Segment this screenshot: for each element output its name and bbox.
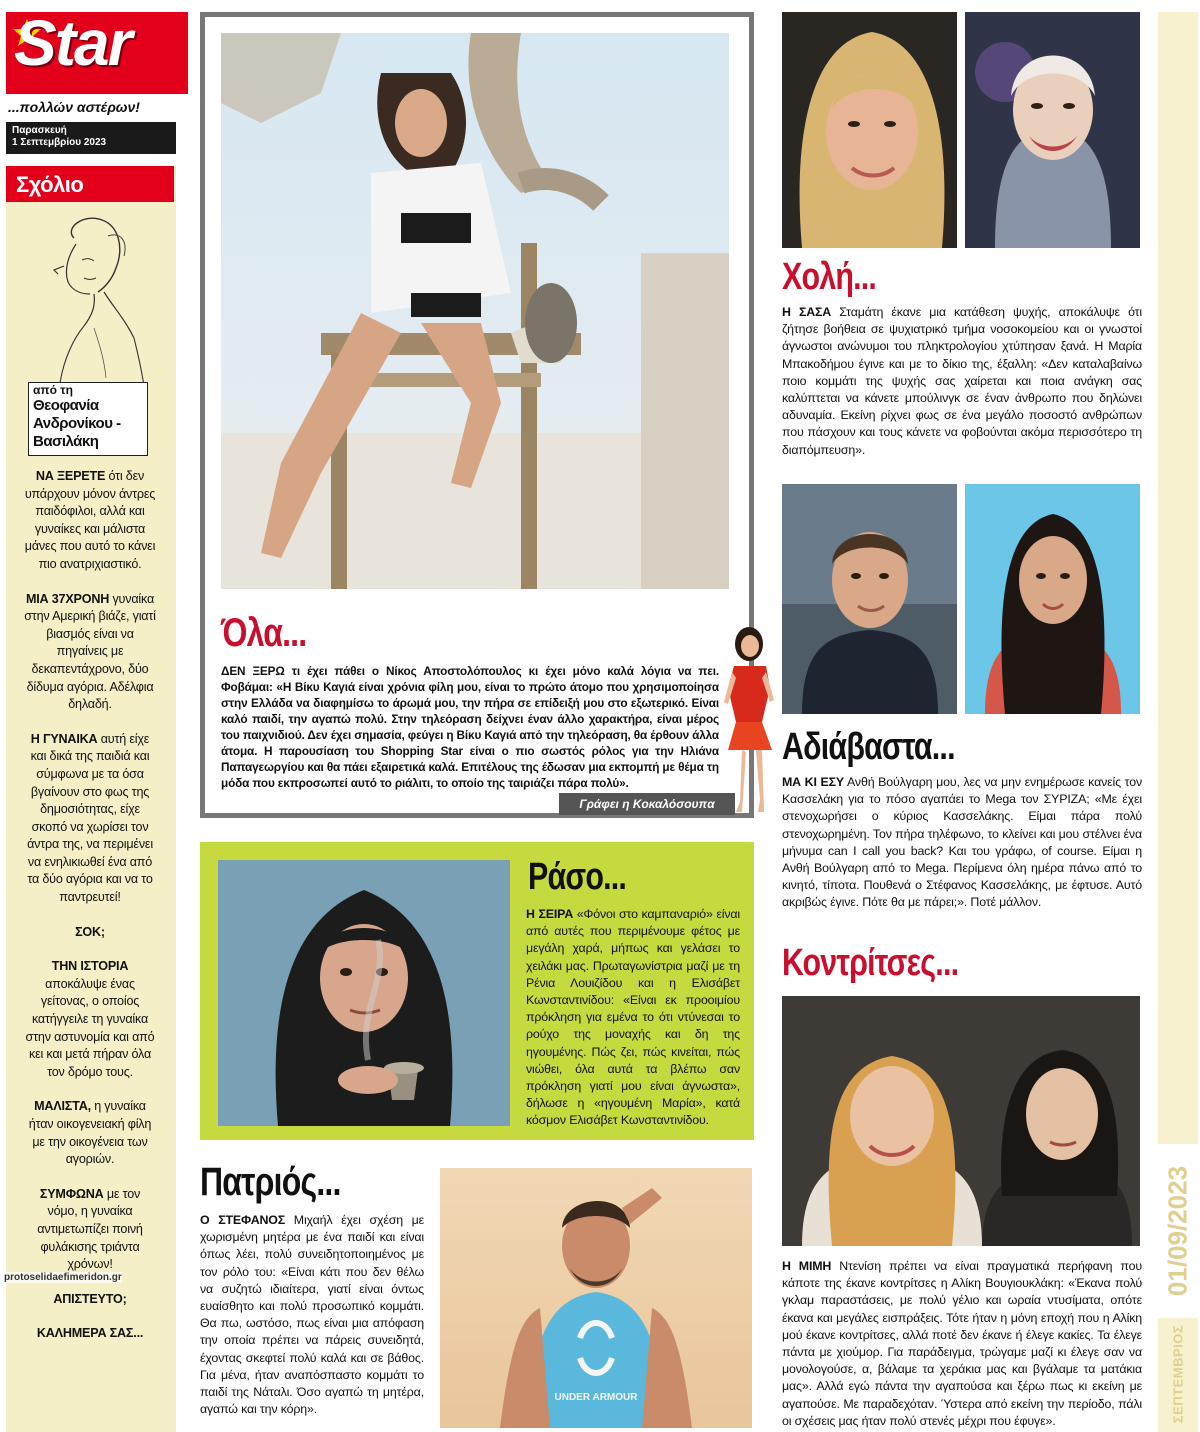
- ola-lead: ΔΕΝ ΞΕΡΩ: [221, 664, 285, 678]
- raso-text: [526, 906, 740, 1130]
- patrios-text: [200, 1212, 424, 1418]
- ola-text: [221, 663, 719, 791]
- column-paragraph-6: ΜΑΛΙΣΤΑ, η γυναίκα ήταν οικογενειακή φίλη με την οικογένεια των αγοριών.: [28, 1099, 152, 1167]
- ola-body: τι έχει πάθει ο Νίκος Αποστολόπουλος κι έχει μόνο καλά λόγια να πει. Φοβάμαι: «Η Βίκυ Καγιά είναι χρόνια φίλη μου, είναι το πρώτο άτομο που χρησιμοποίησα στην Ελλάδα να διαφημίσω το άρωμά μου, την πήρα σε επίδειξή μου στο εξωτερικό. Είναι καλό παιδί, την αγαπώ πολύ. Στην τηλεόραση δείχνει έναν άλλο χαρακτήρα, είναι μέρος του παιχνιδιού. Δεν έχει σημασία, φεύγει η Βίκυ Καγιά από την τηλεόραση, θα έρθουν άλλα άτομα. Η παρουσίαση του Shopping Star είναι ο πιο σωστός ρόλος για την Ηλιάνα Παπαγεωργίου και θα πάει εξαιρετικά καλά. Επιτέλους της έδωσαν μια εκπομπή με θέμα τη μόδα που εκπροσωπεί αυτό το ριάλιτι, το οποίο της ταιριάζει πάρα πολύ».: [221, 664, 719, 790]
- section-label-text: Σχόλιο: [16, 172, 84, 197]
- author-box: [28, 382, 148, 456]
- raso-lead: Η ΣΕΙΡΑ: [526, 907, 574, 921]
- star-logo[interactable]: [6, 12, 188, 94]
- ola-byline: [559, 793, 735, 815]
- column-paragraph-9: ΚΑΛΗΜΕΡΑ ΣΑΣ...: [36, 1326, 144, 1341]
- column-paragraph-3: Η ΓΥΝΑΙΚΑ αυτή είχε και δικά της παιδιά και σύμφωνα με τα όσα βγαίνουν στο φως της δημοσιότητας, είχε σκοπό να χωρίσει τον άντρα της, να περιμένει να ενηλικιωθεί ένα από τα δύο αγόρια και να το παντρευτεί!: [27, 731, 153, 905]
- patrios-body: Μιχαήλ έχει σχέση με χωρισμένη μητέρα με ένα παιδί και είναι όπως λέει, πολύ συνειδητοποιημένος με τον ρόλο του: «Είναι κάτι που δεν θέλω να συζητώ ιδιαίτερα, γιατί είναι όντως ευαίσθητο και πολύ προσωπικό κομμάτι. Θα πω, ωστόσο, πως είναι μια απόφαση την οποία πρέπει να πάρεις συνειδητά, έχοντας σκεφτεί πολύ καλά και σε βάθος. Για μένα, ήταν αναπόσπαστο κομμάτι το παιδί της Νάταλι. Όσο αγαπώ τη μητέρα, αγαπώ και την κόρη».: [200, 1213, 425, 1417]
- ola-frame: [200, 12, 754, 818]
- raso-photo: [218, 860, 510, 1126]
- kontritses-heading: Κοντρίτσες...: [782, 942, 959, 984]
- raso-box: [200, 842, 754, 1140]
- shirt-text: UNDER ARMOUR: [554, 1392, 638, 1403]
- column-paragraph-4: ΣΟΚ;: [75, 924, 105, 939]
- column-text: [24, 468, 156, 1360]
- patrios-lead: Ο ΣΤΕΦΑΝΟΣ: [200, 1213, 286, 1227]
- anthi-photo: [965, 484, 1140, 714]
- column-paragraph-5: ΤΗΝ ΙΣΤΟΡΙΑ αποκάλυψε ένας γείτονας, ο οποίος κατήγγειλε τη γυναίκα στην αστυνομία και από κει και μετά πήραν όλα τον δρόμο τους.: [25, 959, 155, 1079]
- choli-lead: Η ΣΑΣΑ: [782, 305, 832, 319]
- ola-heading: Όλα...: [221, 611, 307, 655]
- kokalosoupa-illustration-icon: [722, 622, 776, 820]
- author-sketch-icon: [24, 208, 154, 388]
- patrios-photo: [440, 1168, 752, 1428]
- adiavasta-heading: Αδιάβαστα...: [782, 726, 955, 768]
- date-full: 1 Σεπτεμβρίου 2023: [12, 137, 107, 148]
- section-label: [6, 166, 174, 202]
- author-prefix: από τη: [33, 383, 73, 397]
- column-paragraph-8: ΑΠΙΣΤΕΥΤΟ;: [53, 1291, 127, 1306]
- column-paragraph-1: ΝΑ ΞΕΡΕΤΕ ότι δεν υπάρχουν μόνον άντρες παιδόφιλοι, αλλά και γυναίκες και μάλιστα μάνες που αυτό το κάνει πιο ανατριχιαστικό.: [24, 469, 156, 571]
- kontritses-lead: Η ΜΙΜΗ: [782, 1259, 832, 1273]
- adiavasta-body: Ανθή Βούλγαρη μου, λες να μην ενημέρωσε κανείς τον Κασσελάκη για το πόσο αγαπάει το Mega τον ΣΥΡΙΖΑ; «Με έχει στενοχωρήσει ο κύριος Κασσελάκης. Είμαι πάρα πολύ στενοχωρημένη. Τον πήρα τηλέφωνο, το κλείνει και μου στέλνει ένα μήνυμα can I call you back? Και του γράφω, of course. Είμαι η Ανθή Βούλγαρη από το Mega. Περίμενα όλη ημέρα πάνω από το κινητό, τίποτα. Πουθενά ο Στέφανος Κασσελάκης, με έφτυσε. Αυτό ακριβώς έγινε. Πότε θα με πάρει;». Ποτέ μάλλον.: [782, 775, 1142, 910]
- kasselakis-photo: [782, 484, 957, 714]
- patrios-heading: Πατριός...: [200, 1160, 341, 1204]
- sidebar-month: ΣΕΠΤΕΜΒΡΙΟΣ: [1170, 1324, 1186, 1424]
- watermark: protoselidaefimeridon.gr: [4, 1272, 122, 1283]
- column-section: [6, 166, 176, 1432]
- sidebar-date: 01/09/2023: [1162, 1165, 1193, 1297]
- kontritses-body: Ντενίση πρέπει να είναι πραγματικά περήφανη που κάποτε της έκανε κοντρίτσες η Αλίκη Βουγιουκλάκη: «Έκανα πολύ γκλαμ παραστάσεις, με πολύ γέλιο και ωραία ντυσίματα, οπότε έκανα και μεγάλες εισπράξεις. Τότε ήταν η μόνη εποχή που η Αλίκη μού έκανε κοντρίτσες, αλλά ποτέ δεν έκανε ή έλεγε κακίες. Τα έλεγε πάντα με χιούμορ. Για παράδειγμα, τρώγαμε μαζί κι έλεγε σαν να μονολογούσε, α, βάλαμε τα χεράκια μας και βγάλαμε τα ματάκια μας». Αλλά εγώ πάντα την αγαπούσα και ξέρω πως κι εκείνη με αγαπούσε. Με παραδεχόταν. Ύστερα από εκείνη την περίοδο, πάλι οι σχέσεις μας ήταν πολύ στενές μέχρι που έφυγε».: [782, 1259, 1142, 1428]
- sasa-photo: [782, 12, 957, 248]
- logo-text: Star: [14, 12, 131, 79]
- author-name-line2: Ανδρονίκου -: [33, 415, 121, 432]
- raso-heading: Ράσο...: [528, 856, 627, 898]
- maria-photo: [965, 12, 1140, 248]
- choli-heading: Χολή...: [782, 256, 877, 298]
- column-paragraph-7: ΣΥΜΦΩΝΑ με τον νόμο, η γυναίκα αντιμετωπίζει ποινή φυλάκισης τριάντα χρόνων!: [37, 1186, 143, 1272]
- adiavasta-text: [782, 774, 1142, 912]
- author-name-line1: Θεοφανία: [33, 397, 99, 414]
- choli-body: Σταμάτη έκανε μια κατάθεση ψυχής, αποκάλυψε ότι ζήτησε βοήθεια σε ψυχιατρικό τμήμα νοσοκομείου και οι γνωστοί άγνωστοι ανώνυμοι του πληκτρολογίου χτύπησαν ξανά. Η Μαρία Μπακοδήμου έγινε και με το δίκιο της, έξαλλη: «Δεν καταλαβαίνω ποιο κομμάτι της ψυχής σας χαίρεται και ποια ανάγκη σας καλύπτεται να κάνετε μπούλινγκ σε έναν άνθρωπο που δηλώνει αδυναμία. Εκείνη ρίχνει φως σε ένα μεγάλο ποσοστό ανθρώπων που πάσχουν και τους κάνετε να φοβούνται ακόμα περισσότερο τη διαπόμπευση».: [782, 305, 1142, 457]
- ola-byline-text: Γράφει η Κοκαλόσουπα: [579, 797, 715, 811]
- raso-body: «Φόνοι στο καμπαναριό» είναι από αυτές που περιμένουμε φέτος με μεγάλη χαρά, μήπως και γελάσει το χειλάκι μας. Πρωταγωνίστρια μαζί με τη Ρένια Λουιζίδου και η Ελισάβετ Κωνσταντινίδου: «Είναι εκ προοιμίου πρόκληση για εμένα το ότι ντύνεσαι το ρούχο της μοναχής και δη της ηγουμένης. Πώς ζει, πώς κινείται, πώς νιώθει, όλα αυτά τα βλέπω σαν πρόκληση γιατί μου είναι άγνωστα», δήλωσε η «ηγουμένη Μαρία», κατά κόσμον Ελισάβετ Κωνσταντινίδου.: [526, 907, 740, 1128]
- kontritses-photo: [782, 996, 1140, 1246]
- masthead: [6, 12, 188, 154]
- ola-photo: [221, 33, 729, 589]
- kontritses-text: [782, 1258, 1142, 1430]
- date-day: Παρασκευή: [12, 125, 67, 136]
- column-paragraph-2: ΜΙΑ 37ΧΡΟΝΗ γυναίκα στην Αμερική βιάζε, γιατί βιασμός είναι να πηγαίνεις με δεκαπεντάχρονο, δύο δίδυμα αγόρια. Αδέλφια δηλαδή.: [24, 591, 156, 712]
- sidebar-date-block: [1158, 1144, 1198, 1318]
- date-sidebar: [1158, 12, 1198, 1432]
- date-box: [6, 122, 176, 154]
- choli-text: [782, 304, 1142, 459]
- adiavasta-lead: ΜΑ ΚΙ ΕΣΥ: [782, 775, 844, 789]
- author-name-line3: Βασιλάκη: [33, 433, 99, 450]
- tagline: ...πολλών αστέρων!: [8, 99, 140, 115]
